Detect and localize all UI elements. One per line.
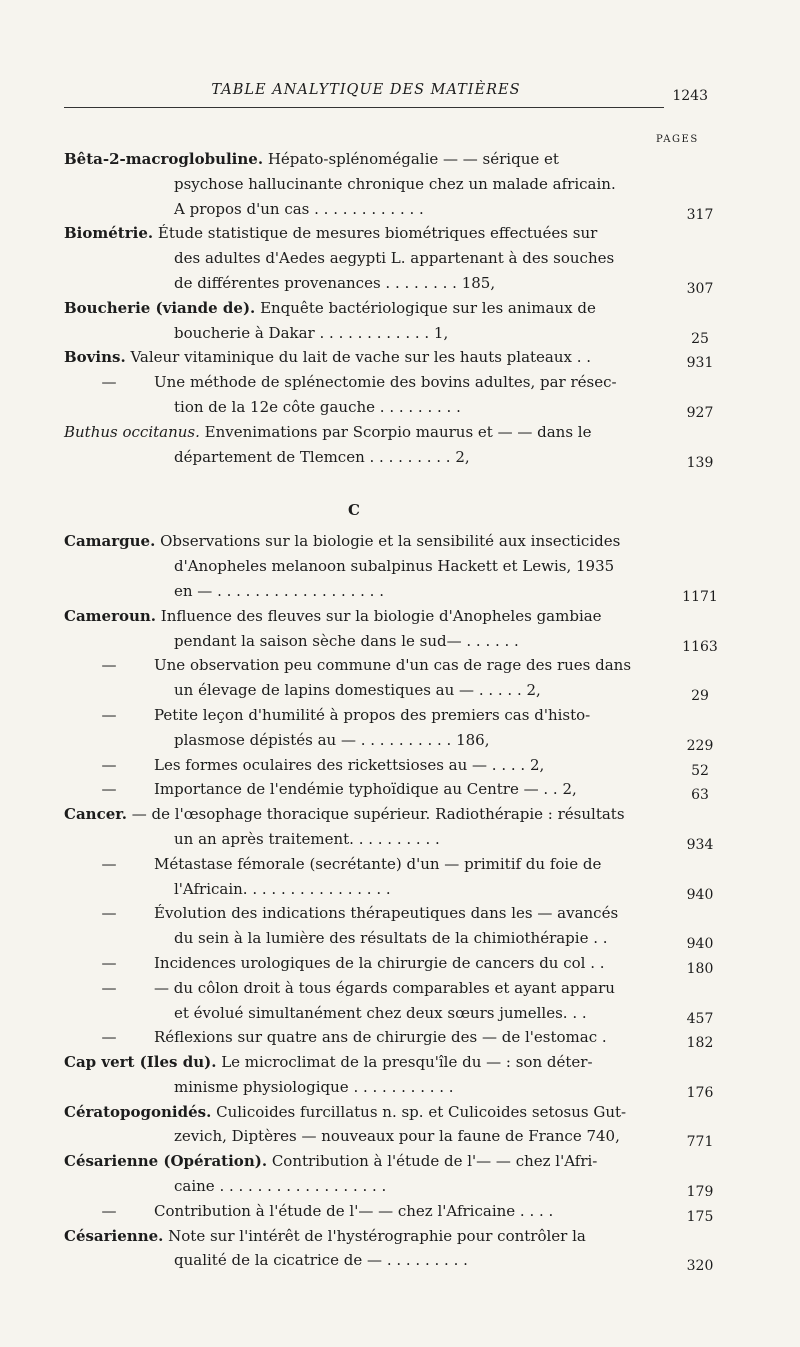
entry-text: qualité de la cicatrice de — . . . . . . . . .: [174, 1251, 468, 1270]
entry-line: [64, 147, 644, 172]
page-reference: 139: [686, 454, 714, 471]
entry-line: [64, 827, 714, 853]
page-reference: 63: [691, 787, 709, 804]
entry-text: Les formes oculaires des rickettsioses au — . . . . 2,: [154, 755, 545, 774]
entry-text: zevich, Diptères — nouveaux pour la faune de France 740,: [174, 1127, 620, 1146]
index-entry: [64, 1025, 714, 1052]
entry-line: [64, 926, 714, 953]
entry-text: département de Tlemcen . . . . . . . . . 2,: [174, 447, 470, 466]
entry-text: Réflexions sur quatre ans de chirurgie des — de l'estomac .: [154, 1028, 607, 1047]
entry-text: Une observation peu commune d'un cas de rage des rues dans: [154, 656, 632, 675]
index-entry: [64, 1050, 714, 1101]
entry-text: un an après traitement. . . . . . . . . .: [174, 829, 440, 848]
section-letter: C: [348, 501, 360, 520]
entry-line: [64, 1199, 714, 1225]
index-entry: [64, 703, 714, 754]
page-reference: 927: [686, 404, 714, 421]
entry-text: du sein à la lumière des résultats de la chimiothérapie . .: [174, 929, 608, 948]
entry-line: [64, 246, 644, 271]
page-reference: 940: [686, 886, 714, 903]
ditto-dash: —: [101, 373, 117, 392]
entry-line: [64, 296, 644, 321]
ditto-dash: —: [101, 854, 117, 873]
entry-line: [64, 529, 644, 554]
page-reference: 1171: [682, 588, 718, 605]
index-entry: [64, 529, 718, 605]
entry-text: pendant la saison sèche dans le sud— . . . . . .: [174, 631, 519, 650]
entry-line: [64, 1174, 714, 1201]
entry-heading: Cameroun.: [64, 606, 157, 625]
page-reference: 317: [686, 206, 714, 223]
page-reference: 931: [686, 355, 714, 372]
page-reference: 29: [691, 688, 709, 705]
entry-line: [64, 777, 709, 804]
index-entry: [64, 777, 709, 804]
entry-line: [64, 1025, 714, 1052]
page-reference: 175: [686, 1208, 714, 1225]
entry-text: Petite leçon d'humilité à propos des premiers cas d'histo-: [154, 705, 591, 724]
entry-line: [64, 753, 709, 779]
pages-column-label: PAGES: [656, 134, 699, 145]
ditto-dash: —: [101, 780, 117, 799]
entry-text: Influence des fleuves sur la biologie d'Anopheles gambiae: [160, 606, 602, 625]
entry-text: Le microclimat de la presqu'île du — : son déter-: [221, 1053, 593, 1072]
entry-text: boucherie à Dakar . . . . . . . . . . . . 1,: [174, 323, 449, 342]
index-entries: [64, 147, 718, 1275]
index-entry: [64, 296, 709, 347]
entry-line: [64, 604, 644, 629]
entry-line: [64, 1100, 644, 1125]
entry-text: caine . . . . . . . . . . . . . . . . . .: [174, 1177, 387, 1196]
page-reference: 1163: [682, 638, 718, 655]
entry-text: A propos d'un cas . . . . . . . . . . . .: [174, 199, 424, 218]
ditto-dash: —: [101, 656, 117, 675]
index-entry: [64, 1149, 714, 1201]
entry-line: [64, 1248, 714, 1275]
entry-heading: Césarienne.: [64, 1226, 164, 1245]
entry-line: [64, 271, 714, 297]
entry-line: [64, 1001, 714, 1027]
page-reference: 180: [686, 960, 714, 977]
entry-text: Une méthode de splénectomie des bovins adultes, par résec-: [154, 373, 617, 392]
page-reference: 934: [686, 836, 714, 853]
entry-line: [64, 445, 714, 471]
page-reference: 307: [686, 280, 714, 297]
running-title: TABLE ANALYTIQUE DES MATIÈRES: [211, 82, 521, 98]
entry-line: [64, 579, 718, 605]
entry-text: Métastase fémorale (secrétante) d'un — primitif du foie de: [154, 854, 602, 873]
entry-heading: Cap vert (Iles du).: [64, 1053, 217, 1072]
entry-text: Observations sur la biologie et la sensibilité aux insecticides: [160, 532, 621, 551]
entry-heading: Bovins.: [64, 348, 126, 367]
entry-line: [64, 976, 644, 1001]
entry-line: [64, 370, 644, 395]
page-reference: 176: [686, 1084, 714, 1101]
entry-text: en — . . . . . . . . . . . . . . . . . .: [174, 581, 384, 600]
entry-line: [64, 678, 709, 705]
entry-heading: Boucherie (viande de).: [64, 298, 256, 317]
entry-heading: Camargue.: [64, 532, 156, 551]
index-entry: [64, 802, 714, 853]
entry-heading: Bêta-2-macroglobuline.: [64, 150, 264, 168]
index-entry: [64, 753, 709, 779]
index-entry: [64, 147, 714, 223]
index-entry: [64, 221, 714, 297]
index-entry: [64, 901, 714, 953]
entry-heading: Biométrie.: [64, 224, 154, 243]
ditto-dash: —: [101, 953, 117, 972]
entry-line: [64, 1124, 714, 1151]
page-reference: 25: [691, 330, 709, 347]
page-reference: 229: [686, 737, 714, 754]
entry-line: [64, 1050, 644, 1075]
page-reference: 182: [686, 1035, 714, 1052]
entry-heading: Césarienne (Opération).: [64, 1152, 268, 1171]
ditto-dash: —: [101, 705, 117, 724]
page-reference: 320: [686, 1258, 714, 1275]
entry-line: [64, 703, 644, 728]
entry-line: [64, 877, 714, 903]
entry-line: [64, 1224, 644, 1249]
ditto-dash: —: [101, 1028, 117, 1047]
entry-text: — de l'œsophage thoracique supérieur. Radiothérapie : résultats: [131, 805, 625, 824]
entry-text: Note sur l'intérêt de l'hystérographie pour contrôler la: [168, 1226, 586, 1245]
page-reference: 457: [686, 1010, 714, 1027]
entry-heading: Buthus occitanus.: [64, 422, 200, 441]
entry-text: Enquête bactériologique sur les animaux de: [260, 298, 596, 317]
index-entry: [64, 653, 709, 705]
entry-text: plasmose dépistés au — . . . . . . . . . . 186,: [174, 730, 490, 749]
entry-line: [64, 852, 644, 877]
entry-text: Hépato-splénomégalie — — sérique et: [267, 150, 559, 168]
entry-line: [64, 629, 718, 655]
entry-heading: Cératopogonidés.: [64, 1102, 212, 1121]
entry-line: [64, 802, 644, 827]
entry-line: [64, 1075, 714, 1101]
entry-line: [64, 420, 644, 445]
entry-line: [64, 395, 714, 421]
index-entry: [64, 604, 718, 655]
ditto-dash: —: [101, 904, 117, 923]
entry-text: Contribution à l'étude de l'— — chez l'Afri-: [271, 1152, 598, 1171]
index-entry: [64, 345, 714, 372]
index-entry: [64, 420, 714, 471]
entry-text: Évolution des indications thérapeutiques dans les — avancés: [154, 904, 619, 923]
entry-line: [64, 653, 644, 678]
entry-text: minisme physiologique . . . . . . . . . . .: [174, 1077, 454, 1096]
entry-line: [64, 197, 714, 223]
entry-text: — du côlon droit à tous égards comparables et ayant apparu: [154, 978, 615, 997]
page-reference: 52: [691, 762, 709, 779]
index-entry: [64, 951, 714, 977]
page-number: 1243: [672, 88, 708, 104]
index-entry: [64, 370, 714, 421]
entry-text: Valeur vitaminique du lait de vache sur les hauts plateaux . .: [130, 348, 592, 367]
entry-heading: Cancer.: [64, 805, 127, 824]
entry-line: [64, 728, 714, 754]
index-entry: [64, 852, 714, 903]
entry-text: l'Africain. . . . . . . . . . . . . . . .: [174, 879, 391, 898]
entry-text: Culicoides furcillatus n. sp. et Culicoides setosus Gut-: [216, 1102, 627, 1121]
entry-text: des adultes d'Aedes aegypti L. appartenant à des souches: [174, 249, 615, 268]
entry-text: d'Anopheles melanoon subalpinus Hackett et Lewis, 1935: [174, 557, 615, 576]
index-entry: [64, 1224, 714, 1275]
page-reference: 179: [686, 1184, 714, 1201]
entry-line: [64, 554, 644, 579]
index-entry: [64, 1100, 714, 1151]
entry-text: un élevage de lapins domestiques au — . . . . . 2,: [174, 681, 541, 700]
index-entry: [64, 1199, 714, 1225]
ditto-dash: —: [101, 978, 117, 997]
entry-line: [64, 221, 644, 246]
entry-text: Incidences urologiques de la chirurgie de cancers du col . .: [154, 953, 605, 972]
entry-line: [64, 1149, 644, 1174]
entry-line: [64, 172, 644, 197]
page-reference: 771: [686, 1134, 714, 1151]
entry-text: psychose hallucinante chronique chez un malade africain.: [174, 174, 616, 193]
entry-text: tion de la 12e côte gauche . . . . . . . . .: [174, 397, 461, 416]
entry-line: [64, 901, 644, 926]
page-header: [64, 82, 708, 112]
ditto-dash: —: [101, 755, 117, 774]
ditto-dash: —: [101, 1201, 117, 1220]
entry-text: Envenimations par Scorpio maurus et — — dans le: [204, 422, 592, 441]
entry-text: de différentes provenances . . . . . . . . 185,: [174, 273, 496, 292]
entry-line: [64, 345, 714, 372]
index-entry: [64, 976, 714, 1027]
entry-text: Étude statistique de mesures biométriques effectuées sur: [157, 224, 598, 243]
entry-text: et évolué simultanément chez deux sœurs jumelles. . .: [174, 1003, 587, 1022]
entry-text: Importance de l'endémie typhoïdique au Centre — . . 2,: [154, 780, 577, 799]
entry-line: [64, 321, 709, 347]
header-rule: [64, 107, 664, 108]
entry-text: Contribution à l'étude de l'— — chez l'Africaine . . . .: [154, 1201, 554, 1220]
page-reference: 940: [686, 936, 714, 953]
entry-line: [64, 951, 714, 977]
